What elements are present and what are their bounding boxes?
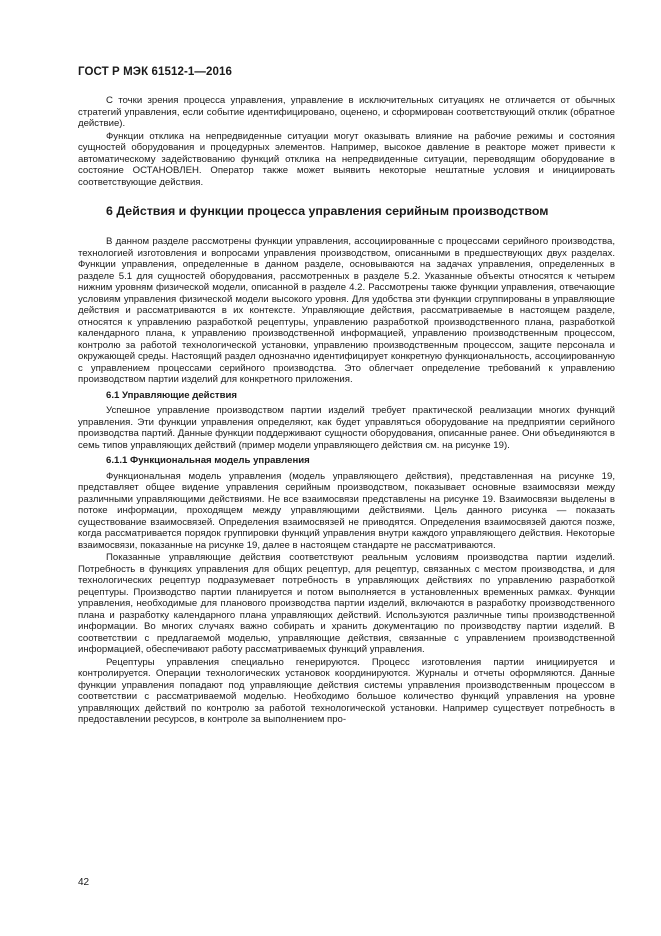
- paragraph: В данном разделе рассмотрены функции управления, ассоциированные с процессами серийного производства, технологией изготовления и вопросами управления производством, описанными в предшествующих двух разделах. Функции управления, определенные в данном разделе, основываются на задачах управления, определенных в разделе 5.1 для сущностей оборудования, рассмотренных в разделе 5.2. Указанные объекты относятся к четырем нижним уровням физической модели, описанной в разделе 4.2. Рассмотрены также функции управления, отвечающие условиям управления физической модели высокого уровня. Для удобства эти функции сгруппированы в управляющие действия и рассматриваются в их контексте. Управляющие действия, рассматриваемые в настоящем разделе, относятся к управлению разработкой рецептуры, управлению разработкой производственного плана, разработкой календарного плана, к управлению производственной информацией, управлению производственным процессом, контролю за работой технологической установки, управлению производственным процессом, защите персонала и окружающей среды. Настоящий раздел однозначно идентифицирует конкретную функциональность, ассоциированную с управлением процессами серийного производства. Это облегчает определение требований к управлению производством партии изделий для конкретного приложения.: [78, 236, 615, 385]
- subsection-heading: 6.1 Управляющие действия: [106, 389, 237, 401]
- main-content: [78, 95, 615, 727]
- paragraph: С точки зрения процесса управления, управление в исключительных ситуациях не отличается от обычных стратегий управления, если событие идентифицировано, оценено, и сформирован соответствующий отклик (обратное действие).: [78, 95, 615, 129]
- subsection-heading: 6.1.1 Функциональная модель управления: [106, 455, 310, 466]
- paragraph: Функции отклика на непредвиденные ситуации могут оказывать влияние на рабочие режимы и состояния сущностей оборудования и процедурных элементов. Например, высокое давление в реакторе может привести к автоматическому задействованию функций отклика на непредвиденные ситуации, переводящим оборудование в состояние ОСТАНОВЛЕН. Оператор также может выявить некоторые нештатные условия и инициировать соответствующие действия.: [78, 130, 615, 188]
- paragraph: Функциональная модель управления (модель управляющего действия), представленная на рисунке 19, представляет общее видение управления серийным производством, показывает основные взаимосвязи между различными управляющими действиями. Не все взаимосвязи представлены на рисунке 19. Взаимосвязи выделены в потоке информации, проходящем между управляющими действиями. Цель данного рисунка — показать существование взаимосвязей. Определения взаимосвязей не приводятся. Определения взаимосвязей даются позже, когда рассматривается порядок группировки функций управления внутри каждого управляющего действия. Некоторые взаимосвязи, показанные на рисунке 19, далее в настоящем стандарте не рассматриваются.: [78, 470, 615, 551]
- section-heading: 6 Действия и функции процесса управления серийным производством: [106, 204, 549, 218]
- paragraph: Успешное управление производством партии изделий требует практической реализации многих функций управления. Эти функции управления определяют, как будет управляться оборудование на предприятии серийного производства партий. Данные функции поддерживают сущности оборудования, описанные ранее. Они объединяются в семь типов управляющих действий (пример модели управляющего действия см. на рисунке 19).: [78, 405, 615, 451]
- paragraph: Рецептуры управления специально генерируются. Процесс изготовления партии инициируется и контролируется. Операции технологических установок координируются. Журналы и отчеты оформляются. Данные функции управления попадают под управляющие действия системы управления производственным процессом в соответствии с рассматриваемой моделью. Необходимо большое количество функций управления на уровне управляющих действий по контролю за работой технологической установки. Например существует потребность в предоставлении ресурсов, в контроле за выполнением про-: [78, 656, 615, 725]
- page-number: 42: [78, 877, 90, 888]
- document-header: ГОСТ Р МЭК 61512-1—2016: [78, 66, 232, 78]
- paragraph: Показанные управляющие действия соответствуют реальным условиям производства партии изделий. Потребность в функциях управления для общих рецептур, для рецептур, связанных с местом производства, и для технологических рецептур подразумевает потребность в управляющих действиях по управлению разработкой рецептуры. Производство партии планируется и потом выполняется в установленных временных рамках. Функции управления, необходимые для планового производства партии изделий, включаются в разработку производственного плана и разработку календарного плана управляющих действий. Используются различные типы производственной информации. Во многих случаях важно собирать и хранить документацию по производству партии изделий. В соответствии с предлагаемой моделью, управляющие действия, связанные с управлением производственной информацией, обеспечивают работу рассматриваемых функций управления.: [78, 552, 615, 655]
